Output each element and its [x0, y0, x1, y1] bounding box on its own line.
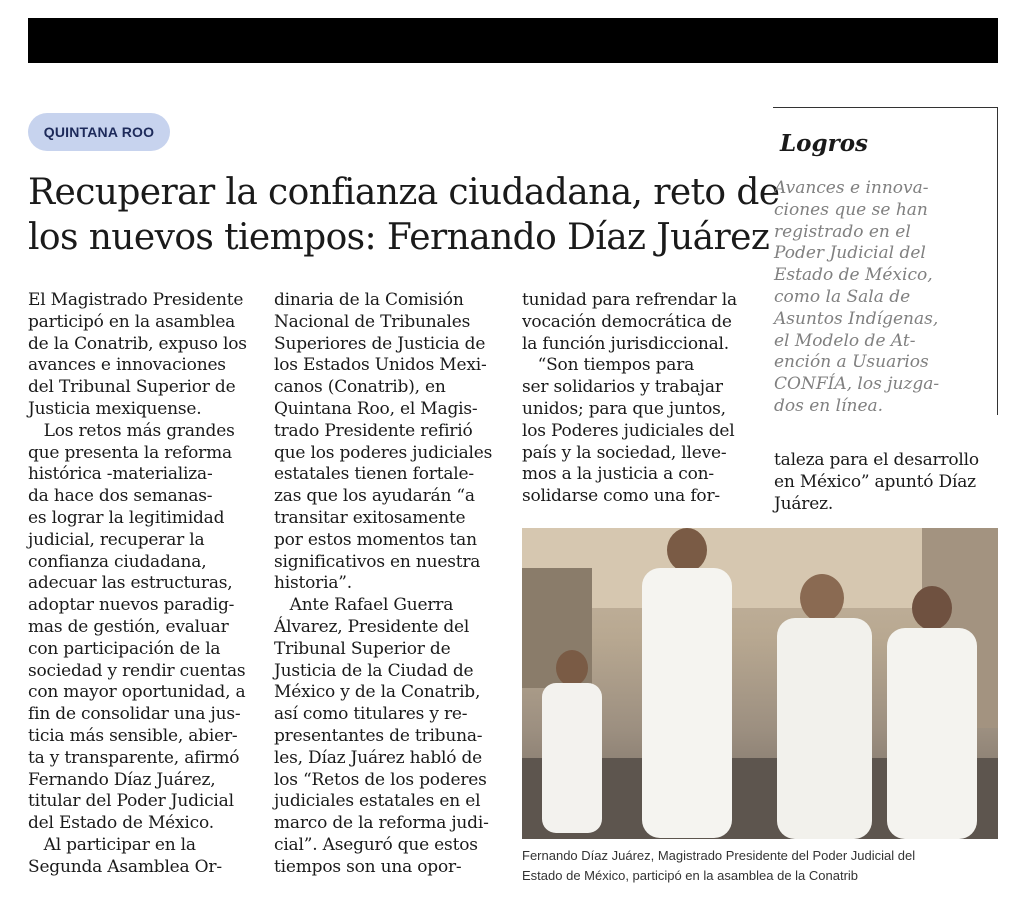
article-line: avances e innovaciones [28, 355, 226, 376]
article-line: Nacional de Tribunales [274, 311, 471, 332]
article-line: tiempos son una opor- [274, 856, 462, 877]
article-line: Los retos más grandes [28, 420, 235, 441]
article-line: marco de la reforma judi- [274, 813, 489, 834]
article-column-3 [522, 290, 750, 508]
caption-line-2: Estado de México, participó en la asamblea de la Conatrib [522, 868, 859, 883]
sidebar-line: el Modelo de At- [774, 330, 916, 351]
article-line: Segunda Asamblea Or- [28, 856, 222, 877]
sidebar-line: Asuntos Indígenas, [774, 308, 939, 329]
article-line: “Son tiempos para [522, 355, 695, 376]
headline [28, 170, 780, 260]
article-line: de la Conatrib, expuso los [28, 333, 247, 354]
article-line: así como titulares y re- [274, 704, 468, 725]
article-line: Quintana Roo, el Magis- [274, 398, 478, 419]
article-line: judiciales estatales en el [274, 791, 481, 812]
article-line: da hace dos semanas- [28, 486, 213, 507]
article-line: del Tribunal Superior de [28, 377, 236, 398]
article-line: ta y transparente, afirmó [28, 747, 240, 768]
article-line: los Poderes judiciales del [522, 420, 735, 441]
article-line: Ante Rafael Guerra [274, 595, 454, 616]
article-line: solidarse como una for- [522, 486, 720, 507]
article-column-4 [774, 450, 998, 515]
article-line: trado Presidente refirió [274, 420, 473, 441]
sidebar-line: Avances e innova- [774, 178, 929, 198]
article-line: es lograr la legitimidad [28, 507, 225, 528]
article-line: confianza ciudadana, [28, 551, 207, 572]
article-line: histórica -materializa- [28, 464, 213, 485]
article-line: titular del Poder Judicial [28, 791, 234, 812]
sidebar-title: Logros [780, 130, 869, 157]
sidebar-text [774, 178, 994, 418]
article-line: cial”. Aseguró que estos [274, 834, 478, 855]
headline-line-2: los nuevos tiempos: Fernando Díaz Juárez [28, 217, 770, 258]
caption-line-1: Fernando Díaz Juárez, Magistrado Presidente del Poder Judicial del [522, 848, 916, 863]
article-line: los Estados Unidos Mexi- [274, 355, 487, 376]
article-line: judicial, recuperar la [28, 529, 205, 550]
article-line: Justicia de la Ciudad de [274, 660, 474, 681]
article-line: presentantes de tribuna- [274, 725, 483, 746]
sidebar-line: registrado en el [774, 221, 911, 242]
article-line: transitar exitosamente [274, 507, 466, 528]
article-line: los “Retos de los poderes [274, 769, 487, 790]
article-line: por estos momentos tan [274, 529, 477, 550]
article-line: Fernando Díaz Juárez, [28, 769, 216, 790]
article-line: Tribunal Superior de [274, 638, 451, 659]
article-line: adecuar las estructuras, [28, 573, 233, 594]
article-line: Superiores de Justicia de [274, 333, 486, 354]
article-line: dinaria de la Comisión [274, 290, 464, 310]
section-tag: QUINTANA ROO [28, 113, 170, 151]
sidebar-line: Estado de México, [774, 265, 933, 286]
sidebar-line: ciones que se han [774, 199, 928, 220]
masthead-bar [28, 18, 998, 63]
article-line: sociedad y rendir cuentas [28, 660, 246, 681]
sidebar-line: ención a Usuarios [774, 352, 929, 373]
article-line: con participación de la [28, 638, 221, 659]
article-line: ticia más sensible, abier- [28, 725, 238, 746]
article-line: estatales tienen fortale- [274, 464, 474, 485]
article-line: taleza para el desarrollo [774, 450, 979, 470]
article-photo [522, 528, 998, 839]
article-line: Justicia mexiquense. [28, 398, 202, 419]
photo-caption [522, 846, 1002, 886]
article-column-1 [28, 290, 256, 879]
article-line: tunidad para refrendar la [522, 290, 737, 310]
sidebar-line: CONFÍA, los juzga- [774, 374, 940, 395]
article-line: unidos; para que juntos, [522, 398, 726, 419]
photo-illustration [522, 528, 998, 839]
article-line: la función jurisdiccional. [522, 333, 729, 354]
article-line: zas que los ayudarán “a [274, 486, 475, 507]
article-line: adoptar nuevos paradig- [28, 595, 235, 616]
article-line: mas de gestión, evaluar [28, 616, 229, 637]
article-line: Álvarez, Presidente del [274, 616, 470, 637]
article-line: país y la sociedad, lleve- [522, 442, 727, 463]
article-line: en México” apuntó Díaz [774, 471, 976, 492]
article-line: Al participar en la [28, 834, 196, 855]
article-line: México y de la Conatrib, [274, 682, 481, 703]
article-line: del Estado de México. [28, 813, 214, 834]
article-line: vocación democrática de [522, 311, 732, 332]
article-line: que presenta la reforma [28, 442, 232, 463]
article-line: que los poderes judiciales [274, 442, 493, 463]
headline-line-1: Recuperar la confianza ciudadana, reto de [28, 172, 780, 213]
sidebar-line: dos en línea. [774, 395, 884, 416]
sidebar-line: Poder Judicial del [774, 243, 926, 264]
article-line: ser solidarios y trabajar [522, 377, 723, 398]
article-line: significativos en nuestra [274, 551, 481, 572]
article-line: historia”. [274, 573, 352, 594]
article-column-2 [274, 290, 502, 879]
article-line: Juárez. [774, 493, 834, 514]
sidebar-line: como la Sala de [774, 286, 911, 307]
article-line: canos (Conatrib), en [274, 377, 446, 398]
article-line: participó en la asamblea [28, 311, 236, 332]
article-line: El Magistrado Presidente [28, 290, 244, 310]
article-line: fin de consolidar una jus- [28, 704, 241, 725]
article-line: mos a la justicia a con- [522, 464, 714, 485]
article-line: con mayor oportunidad, a [28, 682, 246, 703]
article-line: les, Díaz Juárez habló de [274, 747, 483, 768]
